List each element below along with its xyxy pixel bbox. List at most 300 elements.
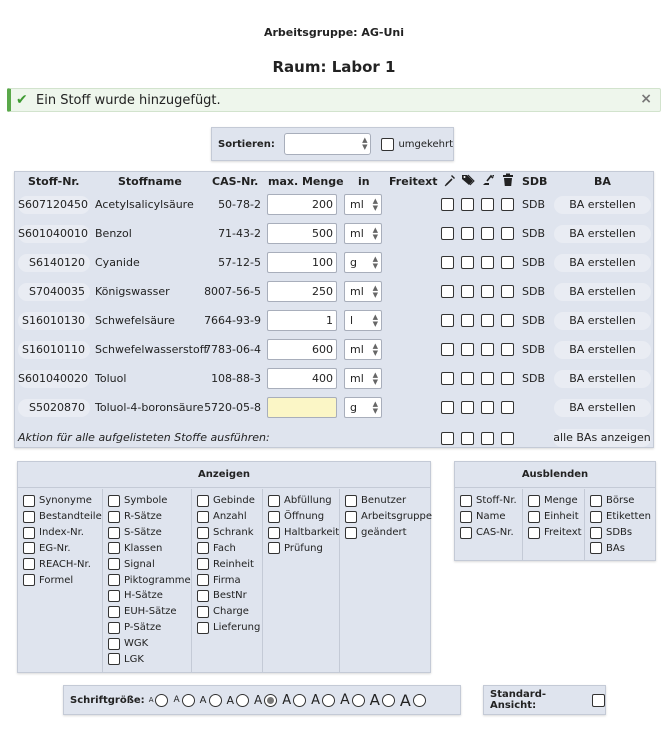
hide-option[interactable] bbox=[590, 493, 656, 509]
option-label: CAS-Nr. bbox=[476, 527, 514, 539]
table-row bbox=[15, 367, 653, 391]
updown-arrows-icon: ▲ ▼ bbox=[372, 400, 378, 415]
col-stoff-nr[interactable]: Stoff-Nr. bbox=[28, 175, 80, 188]
option-label: EUH-Sätze bbox=[124, 606, 177, 618]
freitext-checkbox-1[interactable] bbox=[441, 285, 454, 298]
cas-nr: 57-12-5 bbox=[218, 256, 261, 269]
font-size-letter: A bbox=[254, 693, 263, 707]
ba-erstellen-button[interactable]: BA erstellen bbox=[554, 283, 651, 301]
updown-arrows-icon: ▲ ▼ bbox=[372, 342, 378, 357]
hide-option[interactable] bbox=[460, 493, 522, 509]
show-option[interactable] bbox=[23, 493, 102, 509]
option-label: Synonyme bbox=[39, 495, 92, 507]
pipette-icon bbox=[443, 173, 457, 190]
table-row bbox=[15, 251, 653, 275]
option-label: Bestandteile bbox=[39, 511, 102, 523]
col-sdb: SDB bbox=[522, 175, 548, 188]
message-text: Ein Stoff wurde hinzugefügt. bbox=[36, 92, 221, 108]
option-checkbox[interactable] bbox=[460, 511, 472, 523]
unit-select[interactable] bbox=[344, 281, 382, 302]
cas-nr: 50-78-2 bbox=[218, 198, 261, 211]
bulk-checkbox-3[interactable] bbox=[481, 432, 494, 445]
freitext-checkbox-3[interactable] bbox=[481, 372, 494, 385]
trash-icon bbox=[502, 173, 514, 190]
updown-arrows-icon: ▲ ▼ bbox=[372, 371, 378, 386]
show-option[interactable] bbox=[108, 620, 191, 636]
table-row bbox=[15, 222, 653, 246]
ba-erstellen-button[interactable]: BA erstellen bbox=[554, 399, 651, 417]
show-option[interactable] bbox=[23, 556, 102, 572]
option-checkbox[interactable] bbox=[197, 574, 209, 586]
table-row bbox=[15, 280, 653, 304]
option-checkbox[interactable] bbox=[23, 495, 35, 507]
option-checkbox[interactable] bbox=[197, 606, 209, 618]
col-cas-nr[interactable]: CAS-Nr. bbox=[212, 175, 259, 188]
option-label: EG-Nr. bbox=[39, 542, 71, 554]
max-menge-input[interactable]: 200 bbox=[267, 194, 337, 215]
unit-value: ml bbox=[350, 285, 364, 298]
sdb-link[interactable]: SDB bbox=[522, 314, 545, 327]
show-option[interactable] bbox=[197, 493, 262, 509]
hide-option[interactable] bbox=[528, 509, 584, 525]
freitext-checkbox-1[interactable] bbox=[441, 256, 454, 269]
show-option[interactable] bbox=[23, 525, 102, 541]
unit-select[interactable] bbox=[344, 252, 382, 273]
ba-erstellen-button[interactable]: BA erstellen bbox=[554, 370, 651, 388]
show-option[interactable] bbox=[345, 509, 431, 525]
option-label: Index-Nr. bbox=[39, 527, 84, 539]
show-option[interactable] bbox=[108, 636, 191, 652]
table-row bbox=[15, 193, 653, 217]
font-size-option[interactable] bbox=[400, 691, 426, 710]
font-size-letter: A bbox=[369, 691, 380, 709]
unit-select[interactable] bbox=[344, 194, 382, 215]
font-size-radio[interactable] bbox=[322, 694, 335, 707]
option-checkbox[interactable] bbox=[268, 542, 280, 554]
option-checkbox[interactable] bbox=[197, 622, 209, 634]
option-checkbox[interactable] bbox=[197, 558, 209, 570]
delete-checkbox[interactable] bbox=[501, 198, 514, 211]
reverse-checkbox[interactable] bbox=[381, 138, 394, 151]
option-label: WGK bbox=[124, 638, 149, 650]
option-label: Benutzer bbox=[361, 495, 407, 507]
sort-select[interactable] bbox=[284, 133, 372, 155]
ba-erstellen-button[interactable]: BA erstellen bbox=[554, 254, 651, 272]
show-option[interactable] bbox=[108, 588, 191, 604]
option-checkbox[interactable] bbox=[108, 638, 120, 650]
option-label: geändert bbox=[361, 527, 407, 539]
hide-option[interactable] bbox=[590, 509, 656, 525]
show-option[interactable] bbox=[345, 493, 431, 509]
font-size-option[interactable] bbox=[340, 692, 365, 708]
option-checkbox[interactable] bbox=[108, 574, 120, 586]
option-checkbox[interactable] bbox=[197, 527, 209, 539]
option-checkbox[interactable] bbox=[197, 511, 209, 523]
option-label: REACH-Nr. bbox=[39, 558, 91, 570]
col-freitext: Freitext bbox=[389, 175, 438, 188]
option-label: Börse bbox=[606, 495, 635, 507]
option-checkbox[interactable] bbox=[590, 495, 602, 507]
option-label: Menge bbox=[544, 495, 578, 507]
max-menge-input[interactable]: 400 bbox=[267, 368, 337, 389]
cas-nr: 7664-93-9 bbox=[204, 314, 261, 327]
font-size-letter: A bbox=[311, 692, 321, 708]
stoffname: Königswasser bbox=[95, 285, 170, 298]
sort-label: Sortieren: bbox=[218, 138, 275, 150]
show-option[interactable] bbox=[108, 493, 191, 509]
stoff-nr-button[interactable]: S5020870 bbox=[18, 399, 90, 417]
font-size-letter: A bbox=[148, 696, 154, 704]
updown-arrows-icon: ▲ ▼ bbox=[362, 136, 368, 151]
freitext-checkbox-3[interactable] bbox=[481, 343, 494, 356]
option-checkbox[interactable] bbox=[528, 527, 540, 539]
sdb-link[interactable]: SDB bbox=[522, 343, 545, 356]
freitext-checkbox-2[interactable] bbox=[461, 401, 474, 414]
option-checkbox[interactable] bbox=[528, 511, 540, 523]
option-checkbox[interactable] bbox=[268, 495, 280, 507]
hide-columns-panel bbox=[454, 461, 656, 561]
bulk-checkbox-2[interactable] bbox=[461, 432, 474, 445]
option-label: Lieferung bbox=[213, 622, 261, 634]
option-label: Freitext bbox=[544, 527, 582, 539]
unit-value: ml bbox=[350, 343, 364, 356]
option-checkbox[interactable] bbox=[23, 527, 35, 539]
option-checkbox[interactable] bbox=[108, 606, 120, 618]
unit-select[interactable] bbox=[344, 368, 382, 389]
show-column bbox=[262, 489, 339, 673]
freitext-checkbox-1[interactable] bbox=[441, 343, 454, 356]
show-option[interactable] bbox=[268, 493, 339, 509]
show-option[interactable] bbox=[108, 525, 191, 541]
stoff-nr-button[interactable]: S601040010 bbox=[18, 225, 90, 243]
stoff-nr-button[interactable]: S16010130 bbox=[18, 312, 90, 330]
check-icon: ✔ bbox=[16, 92, 28, 108]
unit-value: ml bbox=[350, 372, 364, 385]
show-option[interactable] bbox=[268, 509, 339, 525]
option-checkbox[interactable] bbox=[345, 495, 357, 507]
show-option[interactable] bbox=[108, 541, 191, 557]
freitext-checkbox-3[interactable] bbox=[481, 256, 494, 269]
unit-value: l bbox=[350, 314, 354, 327]
unit-select[interactable] bbox=[344, 397, 382, 418]
option-checkbox[interactable] bbox=[528, 495, 540, 507]
freitext-checkbox-2[interactable] bbox=[461, 314, 474, 327]
option-checkbox[interactable] bbox=[590, 542, 602, 554]
stoffname: Acetylsalicylsäure bbox=[95, 198, 194, 211]
unit-value: g bbox=[350, 256, 357, 269]
option-checkbox[interactable] bbox=[590, 527, 602, 539]
hide-option[interactable] bbox=[528, 525, 584, 541]
option-checkbox[interactable] bbox=[108, 558, 120, 570]
updown-arrows-icon: ▲ ▼ bbox=[372, 197, 378, 212]
sdb-link[interactable]: SDB bbox=[522, 372, 545, 385]
all-bas-button[interactable]: alle BAs anzeigen bbox=[553, 429, 651, 447]
freitext-checkbox-1[interactable] bbox=[441, 372, 454, 385]
option-checkbox[interactable] bbox=[197, 495, 209, 507]
max-menge-input[interactable] bbox=[267, 397, 337, 418]
option-label: Firma bbox=[213, 574, 241, 586]
font-size-letter: A bbox=[173, 695, 180, 705]
hide-column bbox=[584, 489, 656, 561]
max-menge-input[interactable]: 500 bbox=[267, 223, 337, 244]
updown-arrows-icon: ▲ ▼ bbox=[372, 255, 378, 270]
recycle-icon bbox=[481, 173, 495, 190]
show-option[interactable] bbox=[197, 620, 262, 636]
option-checkbox[interactable] bbox=[23, 542, 35, 554]
show-columns-panel bbox=[17, 461, 431, 673]
show-option[interactable] bbox=[197, 509, 262, 525]
show-option[interactable] bbox=[108, 572, 191, 588]
sdb-link[interactable]: SDB bbox=[522, 198, 545, 211]
hide-option[interactable] bbox=[590, 541, 656, 557]
font-size-option[interactable] bbox=[311, 693, 335, 708]
option-label: Piktogramme bbox=[124, 574, 191, 586]
show-option[interactable] bbox=[197, 556, 262, 572]
delete-checkbox[interactable] bbox=[501, 372, 514, 385]
stoff-nr-button[interactable]: S6140120 bbox=[18, 254, 90, 272]
max-menge-input[interactable]: 1 bbox=[267, 310, 337, 331]
font-size-option[interactable] bbox=[149, 694, 169, 707]
stoff-nr-button[interactable]: S601040020 bbox=[18, 370, 90, 388]
freitext-checkbox-1[interactable] bbox=[441, 401, 454, 414]
show-option[interactable] bbox=[197, 572, 262, 588]
hide-option[interactable] bbox=[528, 493, 584, 509]
option-checkbox[interactable] bbox=[268, 527, 280, 539]
show-option[interactable] bbox=[108, 509, 191, 525]
ba-erstellen-button[interactable]: BA erstellen bbox=[554, 196, 651, 214]
delete-checkbox[interactable] bbox=[501, 314, 514, 327]
option-checkbox[interactable] bbox=[460, 495, 472, 507]
ba-erstellen-button[interactable]: BA erstellen bbox=[554, 225, 651, 243]
close-icon[interactable]: × bbox=[640, 91, 652, 107]
unit-select[interactable] bbox=[344, 339, 382, 360]
option-label: Stoff-Nr. bbox=[476, 495, 517, 507]
max-menge-input[interactable]: 250 bbox=[267, 281, 337, 302]
freitext-checkbox-2[interactable] bbox=[461, 256, 474, 269]
sdb-link[interactable]: SDB bbox=[522, 227, 545, 240]
font-size-radio[interactable] bbox=[155, 694, 168, 707]
hide-option[interactable] bbox=[460, 509, 522, 525]
cas-nr: 5720-05-8 bbox=[204, 401, 261, 414]
cas-nr: 71-43-2 bbox=[218, 227, 261, 240]
show-column bbox=[102, 489, 191, 673]
option-checkbox[interactable] bbox=[108, 495, 120, 507]
font-size-letter: A bbox=[199, 694, 207, 706]
option-label: Fach bbox=[213, 542, 236, 554]
option-label: S-Sätze bbox=[124, 527, 162, 539]
option-checkbox[interactable] bbox=[345, 511, 357, 523]
max-menge-input[interactable]: 100 bbox=[267, 252, 337, 273]
font-size-radio[interactable] bbox=[236, 694, 249, 707]
option-label: Abfüllung bbox=[284, 495, 332, 507]
table-footer bbox=[15, 428, 653, 448]
option-checkbox[interactable] bbox=[590, 511, 602, 523]
show-option[interactable] bbox=[108, 604, 191, 620]
show-option[interactable] bbox=[197, 525, 262, 541]
font-size-radio[interactable] bbox=[413, 694, 426, 707]
option-label: Gebinde bbox=[213, 495, 255, 507]
option-checkbox[interactable] bbox=[23, 574, 35, 586]
option-checkbox[interactable] bbox=[108, 590, 120, 602]
group-title: Arbeitsgruppe: AG-Uni bbox=[263, 26, 405, 39]
show-option[interactable] bbox=[23, 572, 102, 588]
tags-icon bbox=[461, 173, 476, 190]
freitext-checkbox-2[interactable] bbox=[461, 198, 474, 211]
room-title: Raum: Labor 1 bbox=[272, 58, 396, 76]
stoffname: Benzol bbox=[95, 227, 132, 240]
option-label: Name bbox=[476, 511, 506, 523]
option-label: Symbole bbox=[124, 495, 168, 507]
unit-select[interactable] bbox=[344, 310, 382, 331]
show-option[interactable] bbox=[23, 509, 102, 525]
hide-option[interactable] bbox=[460, 525, 522, 541]
font-size-option[interactable] bbox=[173, 694, 194, 707]
font-size-radio[interactable] bbox=[182, 694, 195, 707]
freitext-checkbox-1[interactable] bbox=[441, 198, 454, 211]
delete-checkbox[interactable] bbox=[501, 256, 514, 269]
option-label: Klassen bbox=[124, 542, 163, 554]
stoffname: Schwefelsäure bbox=[95, 314, 175, 327]
font-size-letter: A bbox=[282, 692, 292, 708]
unit-value: ml bbox=[350, 198, 364, 211]
font-size-panel bbox=[63, 685, 461, 715]
option-checkbox[interactable] bbox=[460, 527, 472, 539]
stoff-nr-button[interactable]: S607120450 bbox=[18, 196, 90, 214]
show-option[interactable] bbox=[268, 525, 339, 541]
stoff-nr-button[interactable]: S7040035 bbox=[18, 283, 90, 301]
option-label: Anzahl bbox=[213, 511, 247, 523]
delete-checkbox[interactable] bbox=[501, 343, 514, 356]
option-label: Formel bbox=[39, 574, 74, 586]
show-option[interactable] bbox=[197, 604, 262, 620]
hide-column bbox=[522, 489, 584, 561]
font-size-label: Schriftgröße: bbox=[70, 694, 145, 706]
freitext-checkbox-3[interactable] bbox=[481, 401, 494, 414]
freitext-checkbox-3[interactable] bbox=[481, 285, 494, 298]
show-column bbox=[191, 489, 262, 673]
show-option[interactable] bbox=[108, 651, 191, 667]
hide-option[interactable] bbox=[590, 525, 656, 541]
font-size-letter: A bbox=[340, 692, 350, 708]
standard-view-checkbox[interactable] bbox=[592, 694, 605, 707]
updown-arrows-icon: ▲ ▼ bbox=[372, 284, 378, 299]
ba-erstellen-button[interactable]: BA erstellen bbox=[554, 312, 651, 330]
font-size-options bbox=[149, 691, 431, 710]
max-menge-input[interactable]: 600 bbox=[267, 339, 337, 360]
option-label: Etiketten bbox=[606, 511, 651, 523]
font-size-radio[interactable] bbox=[209, 694, 222, 707]
show-option[interactable] bbox=[268, 541, 339, 557]
stoffname: Schwefelwasserstoff bbox=[95, 343, 208, 356]
col-ba: BA bbox=[594, 175, 611, 188]
font-size-letter: A bbox=[226, 693, 235, 707]
option-label: Arbeitsgruppe bbox=[361, 511, 433, 523]
freitext-checkbox-1[interactable] bbox=[441, 227, 454, 240]
unit-select[interactable] bbox=[344, 223, 382, 244]
col-stoffname[interactable]: Stoffname bbox=[118, 175, 182, 188]
option-label: H-Sätze bbox=[124, 590, 163, 602]
stoffname: Toluol bbox=[95, 372, 127, 385]
col-max-menge[interactable]: max. Menge bbox=[268, 175, 344, 188]
bulk-checkbox-1[interactable] bbox=[441, 432, 454, 445]
reverse-label: umgekehrt bbox=[398, 138, 453, 150]
font-size-radio[interactable] bbox=[293, 694, 306, 707]
show-option[interactable] bbox=[197, 588, 262, 604]
freitext-checkbox-3[interactable] bbox=[481, 314, 494, 327]
show-option[interactable] bbox=[108, 556, 191, 572]
updown-arrows-icon: ▲ ▼ bbox=[372, 313, 378, 328]
freitext-checkbox-2[interactable] bbox=[461, 372, 474, 385]
substance-table bbox=[14, 171, 654, 448]
freitext-checkbox-3[interactable] bbox=[481, 227, 494, 240]
option-label: SDBs bbox=[606, 527, 633, 539]
delete-checkbox[interactable] bbox=[501, 401, 514, 414]
option-checkbox[interactable] bbox=[108, 542, 120, 554]
stoff-nr-button[interactable]: S16010110 bbox=[18, 341, 90, 359]
option-checkbox[interactable] bbox=[108, 527, 120, 539]
show-title: Anzeigen bbox=[18, 462, 430, 488]
cas-nr: 7783-06-4 bbox=[204, 343, 261, 356]
font-size-option[interactable] bbox=[282, 693, 306, 708]
font-size-radio[interactable] bbox=[352, 694, 365, 707]
option-checkbox[interactable] bbox=[108, 511, 120, 523]
stoffname: Cyanide bbox=[95, 256, 140, 269]
font-size-option[interactable] bbox=[370, 691, 395, 709]
option-label: Öffnung bbox=[284, 511, 325, 523]
show-option[interactable] bbox=[345, 525, 431, 541]
cas-nr: 8007-56-5 bbox=[204, 285, 261, 298]
freitext-checkbox-2[interactable] bbox=[461, 343, 474, 356]
show-option[interactable] bbox=[23, 541, 102, 557]
standard-view-panel bbox=[483, 685, 606, 715]
option-label: BAs bbox=[606, 542, 625, 554]
font-size-radio[interactable] bbox=[264, 694, 277, 707]
cas-nr: 108-88-3 bbox=[211, 372, 261, 385]
option-checkbox[interactable] bbox=[345, 527, 357, 539]
bulk-checkbox-4[interactable] bbox=[501, 432, 514, 445]
table-row bbox=[15, 338, 653, 362]
show-option[interactable] bbox=[197, 541, 262, 557]
option-checkbox[interactable] bbox=[197, 590, 209, 602]
sdb-link[interactable]: SDB bbox=[522, 285, 545, 298]
option-checkbox[interactable] bbox=[23, 511, 35, 523]
freitext-checkbox-2[interactable] bbox=[461, 285, 474, 298]
font-size-option[interactable] bbox=[227, 694, 250, 707]
freitext-checkbox-1[interactable] bbox=[441, 314, 454, 327]
hide-title: Ausblenden bbox=[455, 462, 655, 488]
option-label: Einheit bbox=[544, 511, 579, 523]
option-checkbox[interactable] bbox=[23, 558, 35, 570]
unit-value: ml bbox=[350, 227, 364, 240]
option-checkbox[interactable] bbox=[268, 511, 280, 523]
delete-checkbox[interactable] bbox=[501, 285, 514, 298]
option-checkbox[interactable] bbox=[197, 542, 209, 554]
delete-checkbox[interactable] bbox=[501, 227, 514, 240]
updown-arrows-icon: ▲ ▼ bbox=[372, 226, 378, 241]
freitext-checkbox-2[interactable] bbox=[461, 227, 474, 240]
font-size-option[interactable] bbox=[254, 693, 277, 707]
option-label: Reinheit bbox=[213, 558, 254, 570]
sdb-link[interactable]: SDB bbox=[522, 256, 545, 269]
option-checkbox[interactable] bbox=[108, 653, 120, 665]
font-size-radio[interactable] bbox=[382, 694, 395, 707]
option-label: LGK bbox=[124, 653, 144, 665]
show-column bbox=[18, 489, 102, 673]
option-checkbox[interactable] bbox=[108, 622, 120, 634]
font-size-option[interactable] bbox=[200, 694, 222, 707]
ba-erstellen-button[interactable]: BA erstellen bbox=[554, 341, 651, 359]
freitext-checkbox-3[interactable] bbox=[481, 198, 494, 211]
